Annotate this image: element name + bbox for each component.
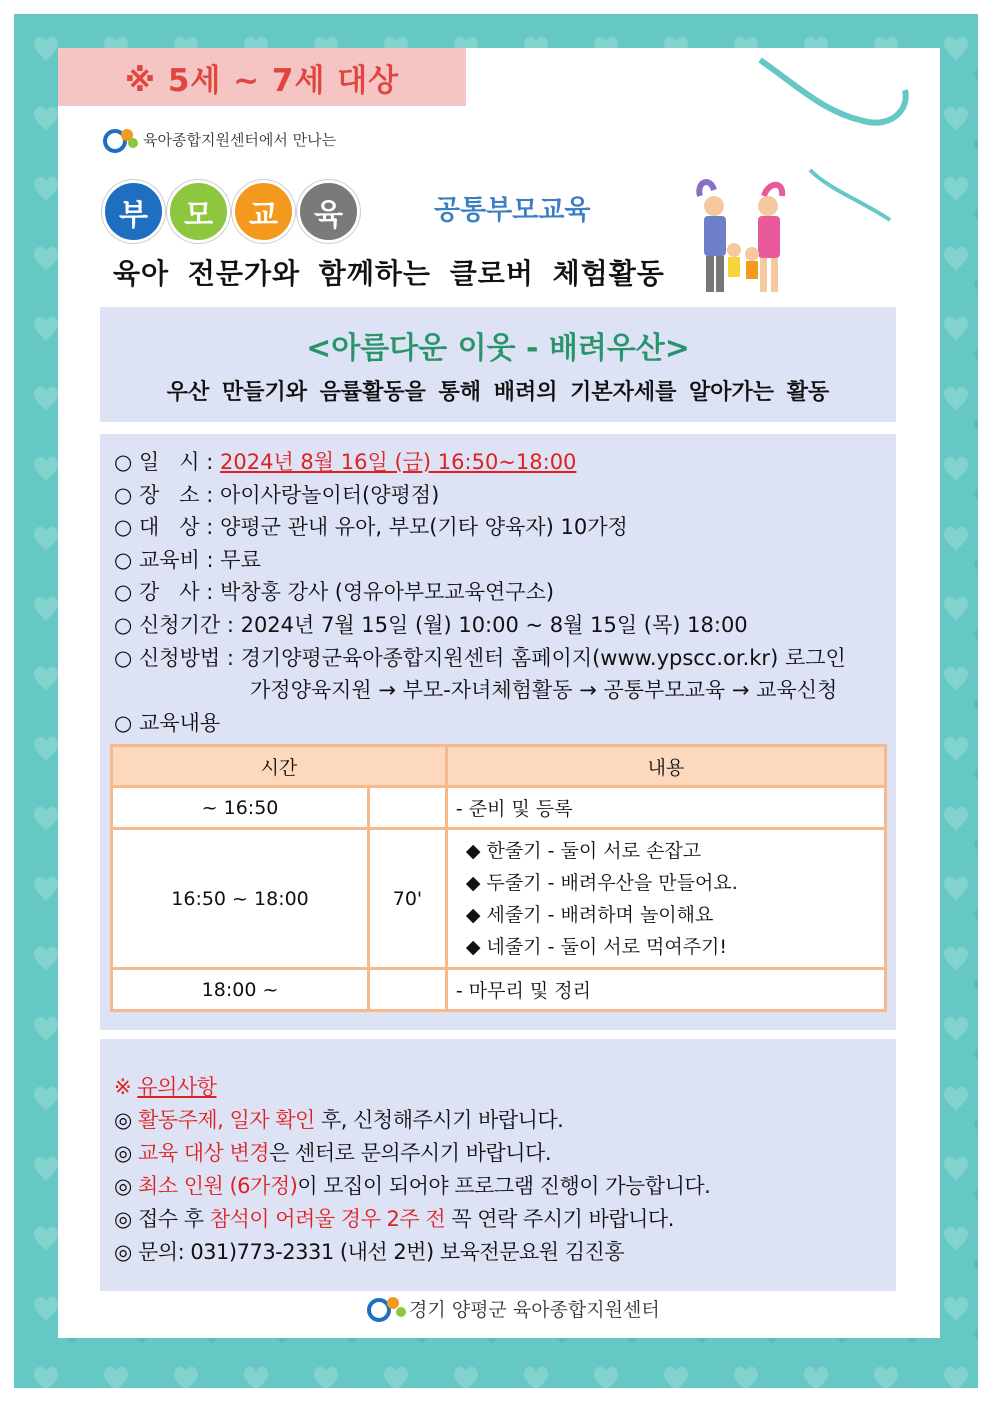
headline: 육아 전문가와 함께하는 클로버 체험활동 [113,257,665,290]
notes-panel [100,1039,896,1291]
note-line: ◎ 최소 인원 (6가정)이 모집이 되어야 프로그램 진행이 가능합니다. [114,1174,711,1198]
header-content: 내용 [446,746,885,787]
info-apply-path: 가정양육지원 → 부모-자녀체험활동 → 공통부모교육 → 교육신청 [250,678,838,702]
activity-4: ◆ 네줄기 - 둘이 서로 먹여주기! [465,935,728,958]
footer-text: 경기 양평군 육아종합지원센터 [409,1298,660,1321]
note-line: ◎ 활동주제, 일자 확인 후, 신청해주시기 바랍니다. [114,1108,564,1132]
footer [365,1293,660,1323]
note-line: ◎ 문의: 031)773-2331 (내선 2번) 보육전문요원 김진홍 [114,1240,625,1264]
circle-char-2: 모 [167,180,230,243]
info-place: ○ 장 소 : 아이사랑놀이터(양평점) [114,483,440,507]
circle-char-3: 교 [232,180,295,243]
circle-char-1: 부 [102,180,165,243]
header-time: 시간 [112,746,447,787]
note-line: ◎ 접수 후 참석이 어려울 경우 2주 전 꼭 연락 주시기 바랍니다. [114,1207,674,1231]
activity-2: ◆ 두줄기 - 배려우산을 만들어요. [465,871,738,894]
family-illustration [692,176,792,298]
info-content-label: ○ 교육내용 [114,711,221,735]
note-line: ◎ 교육 대상 변경은 센터로 문의주시기 바랍니다. [114,1141,551,1165]
schedule-table [110,744,887,1012]
program-title-circles [102,180,362,243]
info-fee: ○ 교육비 : 무료 [114,548,261,572]
age-target-badge: ※ 5세 ~ 7세 대상 [58,48,466,106]
info-date: ○ 일 시 : 2024년 8월 16일 (금) 16:50~18:00 [114,450,577,474]
table-row: 16:50 ~ 18:00 70' ◆ 한줄기 - 둘이 서로 손잡고 ◆ 두줄기 - 배려우산을 만들어요. ◆ 세줄기 - 배려하며 놀이해요 ◆ 네줄기 - 둘이 서로 먹여주기! [112,829,886,969]
info-apply-method: ○ 신청방법 : 경기양평군육아종합지원센터 홈페이지(www.ypscc.or.kr) 로그인 [114,646,846,670]
center-subtitle: 육아종합지원센터에서 만나는 [143,130,337,149]
center-logo-icon [103,125,139,153]
info-apply-period: ○ 신청기간 : 2024년 7월 15일 (월) 10:00 ~ 8월 15일 (목) 18:00 [114,613,748,637]
info-date-value: 2024년 8월 16일 (금) 16:50~18:00 [220,450,577,474]
activity-1: ◆ 한줄기 - 둘이 서로 손잡고 [465,839,702,862]
table-row: ~ 16:50 - 준비 및 등록 [112,787,886,829]
notes-title: ※ 유의사항 [114,1075,217,1099]
info-panel [100,434,896,1030]
table-row: 18:00 ~ - 마무리 및 정리 [112,969,886,1011]
section-tag: 공통부모교육 [434,195,591,226]
topic-subtitle: 우산 만들기와 음률활동을 통해 배려의 기본자세를 알아가는 활동 [166,380,830,405]
topic-panel [100,307,896,422]
info-instructor: ○ 강 사 : 박창홍 강사 (영유아부모교육연구소) [114,580,555,604]
activity-3: ◆ 세줄기 - 배려하며 놀이해요 [465,903,714,926]
info-target: ○ 대 상 : 양평군 관내 유아, 부모(기타 양육자) 10가정 [114,515,628,539]
circle-char-4: 육 [297,180,360,243]
center-logo-row [103,125,336,153]
topic-title: <아름다운 이웃 - 배려우산> [306,331,690,366]
footer-logo-icon [365,1293,409,1323]
